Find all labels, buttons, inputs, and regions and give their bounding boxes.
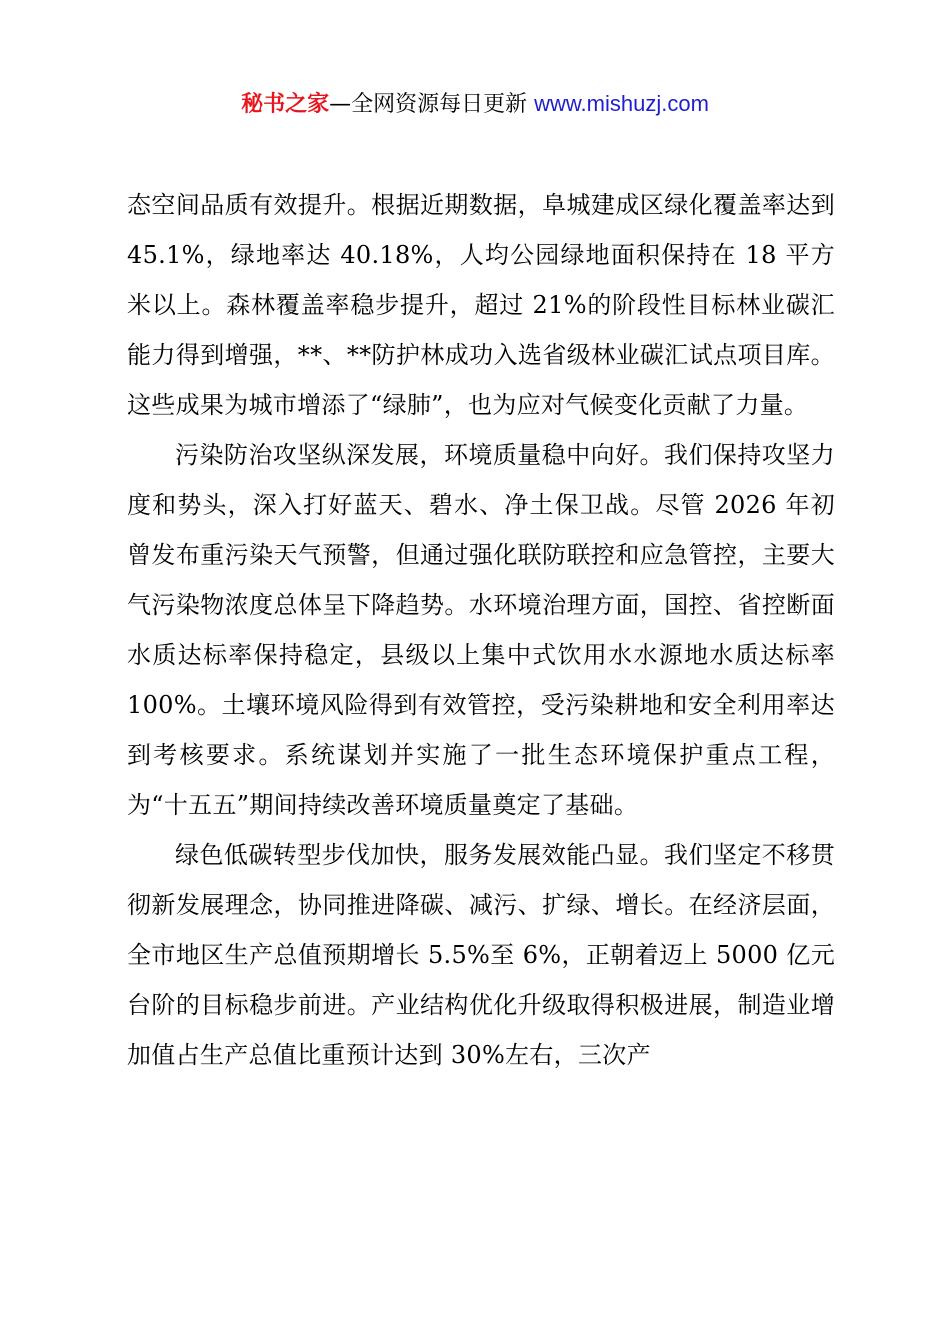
paragraph-1: 态空间品质有效提升。根据近期数据，阜城建成区绿化覆盖率达到 45.1%，绿地率达 40.18%，人均公园绿地面积保持在 18 平方米以上。森林覆盖率稳步提升，超过 21%的阶段性目标林业碳汇能力得到增强，**、**防护林成功入选省级林业碳汇试点项目库。这些成果为城市增添了“绿肺”，也为应对气候变化贡献了力量。 bbox=[127, 191, 835, 419]
brand-name: 秘书之家 bbox=[241, 92, 330, 117]
site-url-link[interactable]: www.mishuzj.com bbox=[534, 91, 709, 116]
paragraph-3: 绿色低碳转型步伐加快，服务发展效能凸显。我们坚定不移贯彻新发展理念，协同推进降碳、减污、扩绿、增长。在经济层面，全市地区生产总值预期增长 5.5%至 6%，正朝着迈上 5000 亿元台阶的目标稳步前进。产业结构优化升级取得积极进展，制造业增加值占生产总值比重预计达到 30%左右，三次产 bbox=[127, 841, 835, 1069]
header-tagline: —全网资源每日更新 bbox=[329, 92, 535, 117]
paragraph-2: 污染防治攻坚纵深发展，环境质量稳中向好。我们保持攻坚力度和势头，深入打好蓝天、碧水、净土保卫战。尽管 2026 年初曾发布重污染天气预警，但通过强化联防联控和应急管控，主要大气污染物浓度总体呈下降趋势。水环境治理方面，国控、省控断面水质达标率保持稳定，县级以上集中式饮用水水源地水质达标率 100%。土壤环境风险得到有效管控，受污染耕地和安全利用率达到考核要求。系统谋划并实施了一批生态环境保护重点工程，为“十五五”期间持续改善环境质量奠定了基础。 bbox=[127, 441, 835, 819]
page-header bbox=[0, 88, 950, 121]
document-body bbox=[127, 180, 835, 1080]
